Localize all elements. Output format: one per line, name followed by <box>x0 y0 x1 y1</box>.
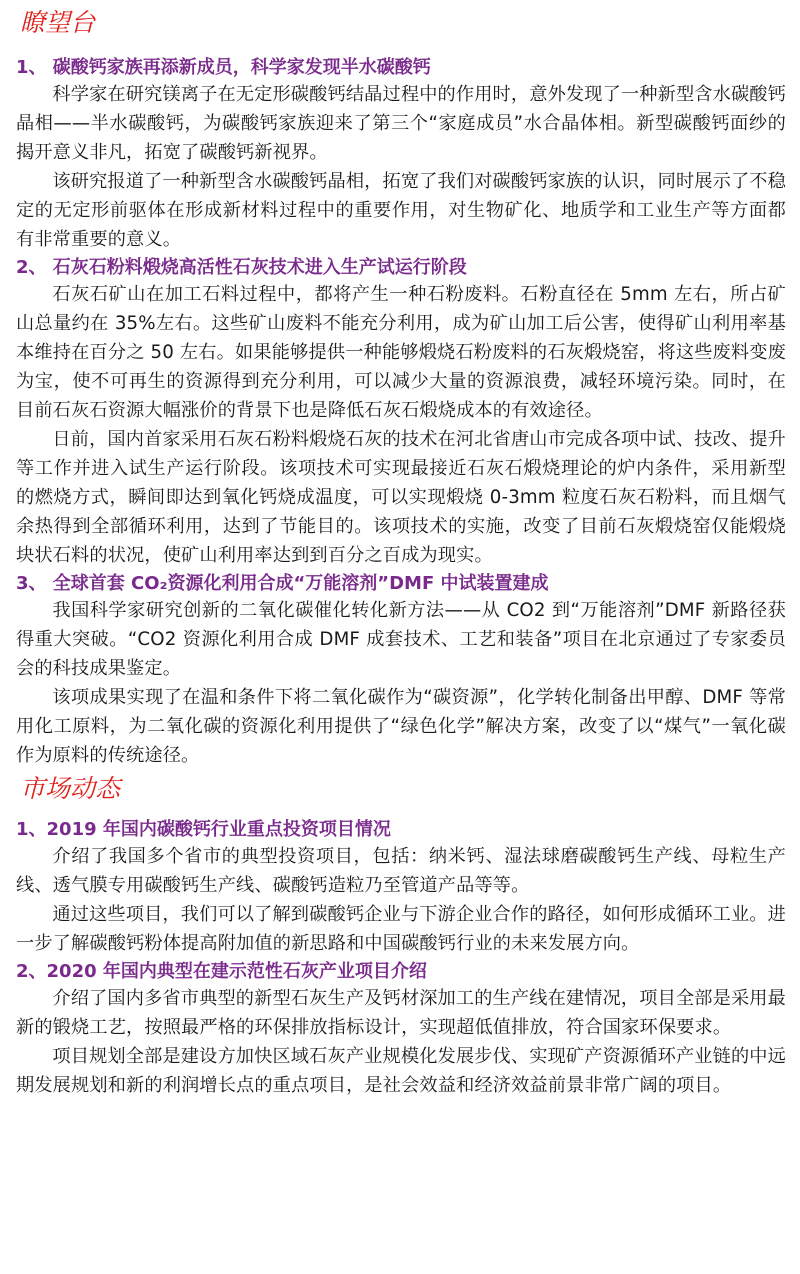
item-title: 2、2020 年国内典型在建示范性石灰产业项目介绍 <box>16 961 427 982</box>
item-paragraph: 石灰石矿山在加工石料过程中，都将产生一种石粉废料。石粉直径在 5mm 左右，所占矿山总量约在 35%左右。这些矿山废料不能充分利用，成为矿山加工后公害，使得矿山利用率基本维持在百分之 50 左右。如果能够提供一种能够煅烧石粉废料的石灰煅烧窑，将这些废料变废为宝，使不可再生的资源得到充分利用，可以减少大量的资源浪费，减轻环境污染。同时，在目前石灰石资源大幅涨价的背景下也是降低石灰石煅烧成本的有效途径。 <box>16 284 786 421</box>
item-paragraph: 科学家在研究镁离子在无定形碳酸钙结晶过程中的作用时，意外发现了一种新型含水碳酸钙晶相——半水碳酸钙，为碳酸钙家族迎来了第三个“家庭成员”水合晶体相。新型碳酸钙面纱的揭开意义非凡，拓宽了碳酸钙新视界。 <box>16 84 786 163</box>
news-item <box>16 818 786 958</box>
item-paragraph: 介绍了我国多个省市的典型投资项目，包括：纳米钙、湿法球磨碳酸钙生产线、母粒生产线、透气膜专用碳酸钙生产线、碳酸钙造粒乃至管道产品等等。 <box>16 846 786 896</box>
section-market-news <box>16 772 786 1100</box>
item-title: 3、 全球首套 CO₂资源化利用合成“万能溶剂”DMF 中试装置建成 <box>16 573 549 594</box>
item-paragraph: 该项成果实现了在温和条件下将二氧化碳作为“碳资源”，化学转化制备出甲醇、DMF 等常用化工原料，为二氧化碳的资源化利用提供了“绿色化学”解决方案，改变了以“煤气”一氧化碳作为原料的传统途径。 <box>16 687 786 766</box>
item-paragraph: 该研究报道了一种新型含水碳酸钙晶相，拓宽了我们对碳酸钙家族的认识，同时展示了不稳定的无定形前驱体在形成新材料过程中的重要作用，对生物矿化、地质学和工业生产等方面都有非常重要的意义。 <box>16 171 786 250</box>
item-paragraph: 日前，国内首家采用石灰石粉料煅烧石灰的技术在河北省唐山市完成各项中试、技改、提升等工作并进入试生产运行阶段。该项技术可实现最接近石灰石煅烧理论的炉内条件，采用新型的燃烧方式，瞬间即达到氧化钙烧成温度，可以实现煅烧 0-3mm 粒度石灰石粉料，而且烟气余热得到全部循环利用，达到了节能目的。该项技术的实施，改变了目前石灰煅烧窑仅能煅烧块状石料的状况，使矿山利用率达到到百分之百成为现实。 <box>16 429 786 566</box>
news-item <box>16 56 786 254</box>
news-item <box>16 572 786 770</box>
item-paragraph: 通过这些项目，我们可以了解到碳酸钙企业与下游企业合作的路径，如何形成循环工业。进一步了解碳酸钙粉体提高附加值的新思路和中国碳酸钙行业的未来发展方向。 <box>16 904 786 954</box>
item-title: 1、 碳酸钙家族再添新成员，科学家发现半水碳酸钙 <box>16 57 431 78</box>
item-paragraph: 项目规划全部是建设方加快区域石灰产业规模化发展步伐、实现矿产资源循环产业链的中远期发展规划和新的利润增长点的重点项目，是社会效益和经济效益前景非常广阔的项目。 <box>16 1046 786 1096</box>
item-paragraph: 介绍了国内多省市典型的新型石灰生产及钙材深加工的生产线在建情况，项目全部是采用最新的锻烧工艺，按照最严格的环保排放指标设计，实现超低值排放，符合国家环保要求。 <box>16 988 786 1038</box>
item-title: 1、2019 年国内碳酸钙行业重点投资项目情况 <box>16 819 391 840</box>
section-title: 市场动态 <box>20 774 121 803</box>
section-outlook <box>16 6 786 770</box>
news-item <box>16 256 786 570</box>
news-item <box>16 960 786 1100</box>
item-paragraph: 我国科学家研究创新的二氧化碳催化转化新方法——从 CO2 到“万能溶剂”DMF 新路径获得重大突破。“CO2 资源化利用合成 DMF 成套技术、工艺和装备”项目在北京通过了专家委员会的科技成果鉴定。 <box>16 600 786 679</box>
section-title: 瞭望台 <box>20 8 96 37</box>
item-title: 2、 石灰石粉料煅烧高活性石灰技术进入生产试运行阶段 <box>16 257 467 278</box>
